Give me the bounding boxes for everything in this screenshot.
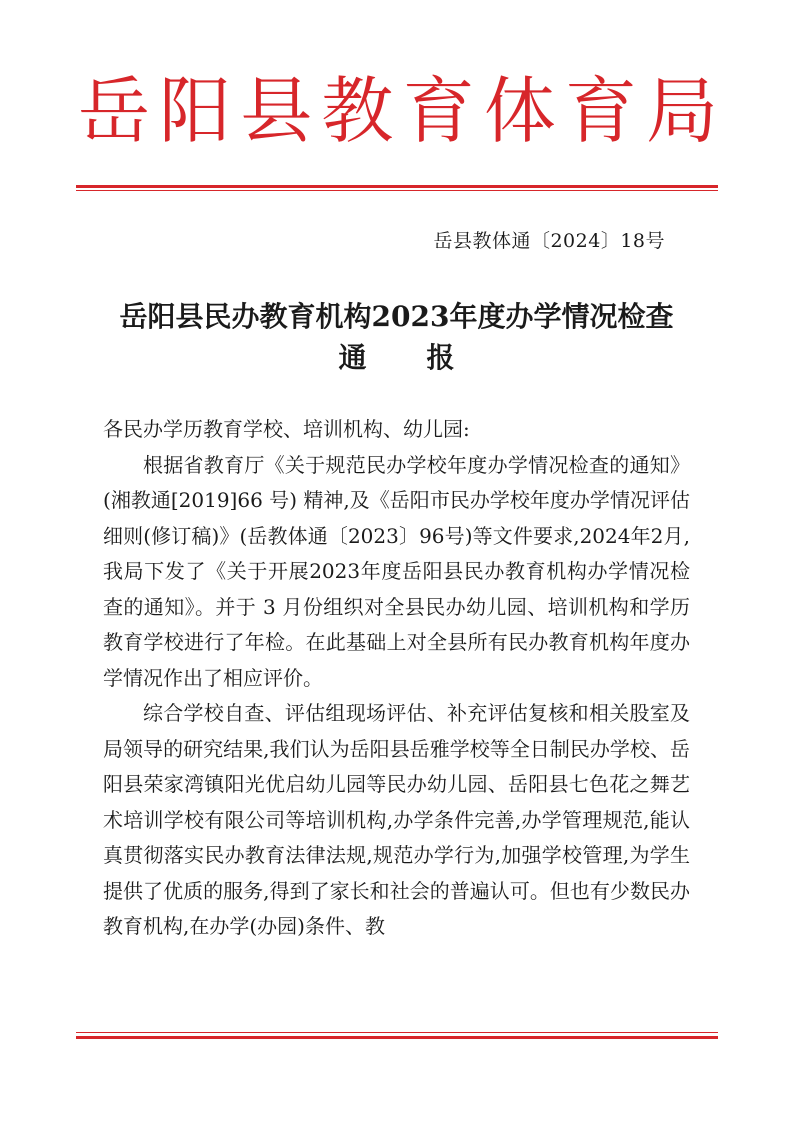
org-name-char: 局: [645, 69, 718, 153]
org-name-char: 体: [483, 69, 556, 153]
document-title: 岳阳县民办教育机构2023年度办学情况检查: [119, 300, 674, 333]
org-name-char: 育: [402, 69, 475, 153]
salutation: 各民办学历教育学校、培训机构、幼儿园:: [103, 417, 470, 441]
body-paragraph: 综合学校自查、评估组现场评估、补充评估复核和相关股室及局领导的研究结果,我们认为岳阳县岳雅学校等全日制民办学校、岳阳县荣家湾镇阳光优启幼儿园等民办幼儿园、岳阳县七色花之舞艺术培训学校有限公司等培训机构,办学条件完善,办学管理规范,能认真贯彻落实民办教育法律法规,规范办学行为,加强学校管理,为学生提供了优质的服务,得到了家长和社会的普遍认可。但也有少数民办教育机构,在办学(办园)条件、教: [103, 701, 690, 938]
header-red-rule-thin: [76, 190, 718, 191]
document-number: 岳县教体通〔2024〕18号: [433, 230, 665, 252]
footer-red-rule-thin: [76, 1032, 718, 1033]
org-name-header: [78, 56, 718, 166]
body-paragraph: 根据省教育厅《关于规范民办学校年度办学情况检查的通知》(湘教通[2019]66 号) 精神,及《岳阳市民办学校年度办学情况评估细则(修订稿)》(岳教体通〔2023〕96号)等文件要求,2024年2月,我局下发了《关于开展2023年度岳阳县民办教育机构办学情况检查的通知》。并于 3 月份组织对全县民办幼儿园、培训机构和学历教育学校进行了年检。在此基础上对全县所有民办教育机构年度办学情况作出了相应评价。: [103, 452, 690, 690]
document-body: [103, 412, 690, 945]
footer-red-rule-thick: [76, 1036, 718, 1039]
org-name-char: 阳: [159, 69, 232, 153]
header-red-rule-thick: [76, 185, 718, 188]
org-name-char: 教: [321, 69, 394, 153]
org-name-char: 岳: [78, 69, 151, 153]
org-name-char: 育: [564, 69, 637, 153]
document-title-subline: 通报: [338, 341, 515, 374]
org-name-char: 县: [240, 69, 313, 153]
